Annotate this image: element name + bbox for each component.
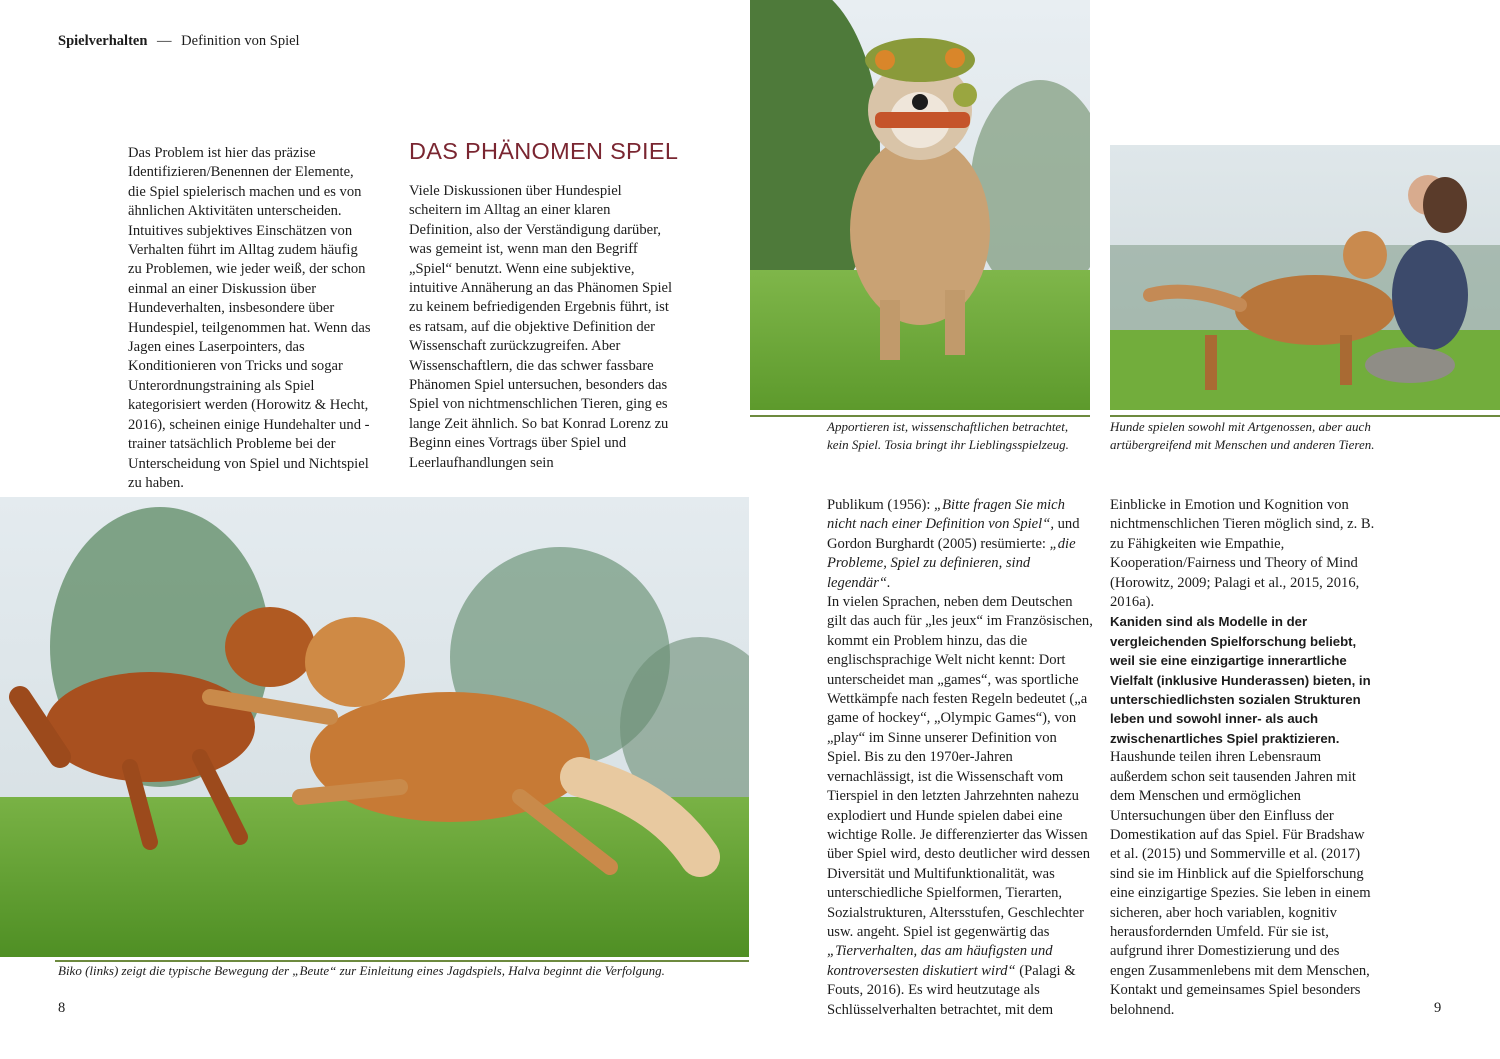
photo-rule (750, 415, 1090, 417)
page-number-right: 9 (1434, 1000, 1442, 1016)
text-run: (Palagi & Fouts, 2016). Es wird heutzutage als Schlüsselverhalten betrachtet, mit dem (827, 962, 1076, 1018)
photo-rule (1110, 415, 1500, 417)
caption-dog-toy: Apportieren ist, wissenschaftlichen betrachtet, kein Spiel. Tosia bringt ihr Lieblingsspielzeug. (827, 419, 1069, 452)
photo-dog-and-woman (1110, 145, 1500, 410)
text-run: Publikum (1956): (827, 497, 935, 513)
text-run: In vielen Sprachen, neben dem Deutschen gilt das auch für „les jeux“ im Französischen, kommt ein Problem hinzu, das die englischsprachige Welt nicht kennt: Dort unterscheidet man „games“, was sportliche Wettkämpfe nach festen Regeln bedeutet („a game of hockey“, „Olympic Games“), von „play“ im Sinne unserer Definition von Spiel. Bis zu den 1970er-Jahren vernachlässigt, ist die Wissenschaft vom Tierspiel in den letzten Jahrzehnten nahezu explodiert und Hunde spielen dabei eine wichtige Rolle. Je differenzierter das Wissen über Spiel wird, desto deutlicher wird dessen Diversität und Multifunktionalität, was unterschiedliche Spielformen, Tierarten, Sozialstrukturen, Altersstufen, Geschlechter usw. angeht. Spiel ist gegenwärtig das (827, 594, 1093, 940)
intro-column (409, 182, 677, 473)
section-title: Spielverhalten (58, 33, 148, 49)
left-column (128, 144, 374, 493)
middle-paragraph-2 (827, 593, 1093, 1020)
photo-dog-with-toy (750, 0, 1090, 410)
article-title: DAS PHÄNOMEN SPIEL (409, 138, 679, 164)
left-paragraph: Das Problem ist hier das präzise Identifizieren/Benennen der Elemente, die Spiel spielerisch machen und es von ähnlichen Aktivitäten unterscheiden. Intuitives subjektives Einschätzen von Verhalten führt im Alltag zudem häufig zu Problemen, wie jeder weiß, der schon einmal an einer Diskussion über Hundeverhalten, insbesondere über Hundespiel, teilgenommen hat. Wenn das Jagen eines Laserpointers, das Konditionieren von Tricks und sogar Unterordnungstraining als Spiel kategorisiert werden (Horowitz & Hecht, 2016), scheinen einige Hundehalter und -trainer tatsächlich Probleme bei der Unterscheidung von Spiel und Nichtspiel zu haben. (128, 145, 371, 491)
text-run: und Gordon Burghardt (2005) resümierte: (827, 516, 1080, 552)
quote-tierverhalten: „Tierverhalten, das am häufigsten und kontroversesten diskutiert wird“ (827, 943, 1053, 979)
head-separator: — (157, 33, 172, 49)
photo-two-dogs-playing (0, 497, 749, 957)
caption-two-dogs: Biko (links) zeigt die typische Bewegung der „Beute“ zur Einleitung eines Jagdspiels, Halva beginnt die Verfolgung. (58, 963, 665, 978)
subsection-title: Definition von Spiel (181, 33, 300, 49)
quote-lorenz: „Bitte fragen Sie mich nicht nach einer Definition von Spiel“, (827, 497, 1065, 533)
right-paragraph-2: Haushunde teilen ihren Lebensraum außerdem schon seit tausenden Jahren mit dem Menschen und ermöglichen Untersuchungen über den Einfluss der Domestikation auf das Spiel. Für Bradshaw et al. (2015) und Sommerville et al. (2017) sind sie im Hinblick auf die Spielforschung eine einzigartige Spezies. Sie leben in einem sicheren, aber hoch variablen, kognitiv herausfordernden Umfeld. Für sie ist, aufgrund ihrer Domestizierung und des engen Zusammenlebens mit dem Menschen, Kontakt und gemeinsames Spiel besonders belohnend. (1110, 749, 1371, 1018)
middle-paragraph-1 (827, 496, 1093, 593)
highlight-paragraph: Kaniden sind als Modelle in der vergleichenden Spielforschung beliebt, weil sie eine einzigartige innerartliche Vielfalt (inklusive Hunderassen) bieten, in unterschiedlichsten sozialen Strukturen leben und sowohl inner- als auch zwischenartliches Spiel praktizieren. (1110, 614, 1371, 746)
intro-paragraph: Viele Diskussionen über Hundespiel scheitern im Alltag an einer klaren Definition, also der Verständigung darüber, was gemeint ist, wenn man den Begriff „Spiel“ benutzt. Wenn eine subjektive, intuitive Annäherung an das Phänomen Spiel zu keinem befriedigenden Ergebnis führt, ist es ratsam, auf die objektive Definition der Wissenschaft zurückzugreifen. Aber Wissenschaftlern, die das schwer fassbare Phänomen Spiel untersuchen, besonders das Spiel von nichtmenschlichen Tieren, ging es lange Zeit ähnlich. So bat Konrad Lorenz zu Beginn eines Vortrags über Spiel und Leerlaufhandlungen sein (409, 183, 673, 471)
caption-dog-woman: Hunde spielen sowohl mit Artgenossen, aber auch artübergreifend mit Menschen und anderen Tieren. (1110, 419, 1375, 452)
quote-burghardt: „die Probleme, Spiel zu definieren, sind legendär“. (827, 535, 1076, 591)
right-paragraph-1: Einblicke in Emotion und Kognition von nichtmenschlichen Tieren möglich sind, z. B. zu Fähigkeiten wie Empathie, Kooperation/Fairness und Theory of Mind (Horowitz, 2009; Palagi et al., 2015, 2016, 2016a). (1110, 497, 1375, 611)
right-column (1110, 496, 1376, 1020)
middle-column (827, 496, 1093, 1020)
running-head (58, 33, 300, 50)
page-number-left: 8 (58, 1000, 66, 1016)
